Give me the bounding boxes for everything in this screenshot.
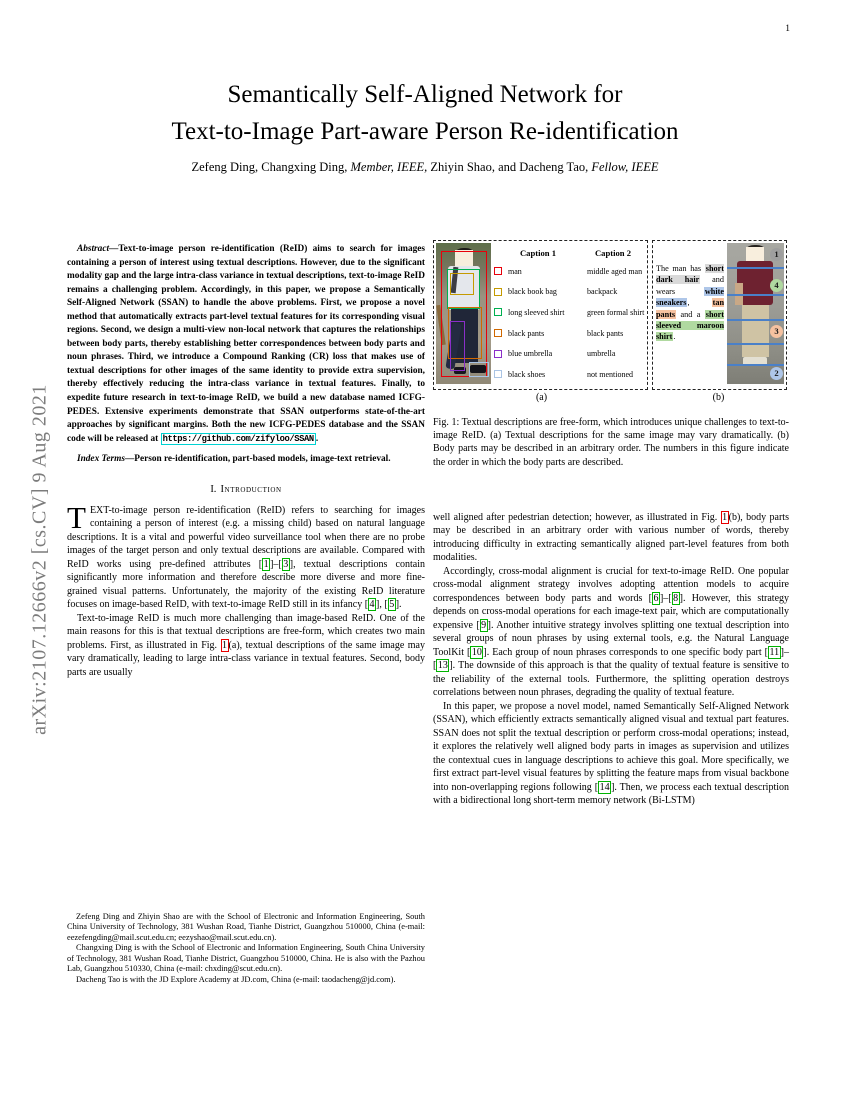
right-paragraph-1: well aligned after pedestrian detection; however, as illustrated in Fig. 1 (b), body parts may be described in an arbitrary order with various number of words, thereby introducing difficulty in extracting semantically aligned part-level features from both modalities. (433, 511, 789, 564)
citation-ref[interactable]: 4 (369, 599, 375, 611)
caption1-cell: blue umbrella (508, 349, 553, 359)
part-divider-line (727, 294, 784, 296)
citation-ref[interactable]: 13 (437, 660, 448, 672)
panel-a-label: (a) (535, 392, 548, 403)
index-terms: Index Terms—Person re-identification, part-based models, image-text retrieval. (77, 454, 391, 465)
citation-ref[interactable]: 5 (389, 599, 395, 611)
caption2-cell: backpack (587, 287, 618, 297)
page-number: 1 (785, 24, 790, 34)
panel-a-photo (436, 243, 491, 384)
part-divider-line (727, 343, 784, 345)
order-marker-4: 4 (770, 279, 783, 292)
right-paragraph-2: Accordingly, cross-modal alignment is crucial for text-to-image ReID. One popular cross-modal alignment strategy involves adopting attention models to acquire correspondences between body parts and words [ 6 ]–[ 8 ]. However, this strategy depends on cross-modal operations for each image-text pair, which are computationally expensive [ 9 ]. Another intuitive strategy involves splitting one textual description into several groups of noun phrases by using external tools, e.g. the Natural Language ToolKit [ 10 ]. Each group of noun phrases corresponds to one specific body part [ 11 ]–[ 13 ]. The downside of this approach is that the quality of textual feature is sensitive to the reliability of the external tools. Furthermore, the splitting operation destroys correlations between noun phrases, degrading the quality of textual feature. (433, 565, 790, 699)
caption-table-header (494, 244, 644, 261)
paper-title-line2: Text-to-Image Part-aware Person Re-identification (171, 118, 679, 145)
bbox-blue-umbrella (450, 321, 465, 371)
intro-paragraph-1 (67, 499, 425, 612)
caption1-header: Caption 1 (519, 247, 557, 258)
caption2-header: Caption 2 (594, 247, 632, 258)
caption1-cell: long sleeved shirt (508, 307, 565, 317)
dropcap: T (67, 499, 86, 535)
footnote-3: Dacheng Tao is with the JD Explore Academy at JD.com, China (e-mail: taodacheng@jd.com). (76, 974, 396, 984)
part-divider-line (727, 364, 784, 366)
citation-ref[interactable]: 9 (481, 619, 487, 631)
caption2-cell: middle aged man (587, 266, 643, 276)
bbox-black-book-bag (450, 273, 474, 295)
citation-ref[interactable]: 1 (263, 558, 269, 570)
bbox-black-shoes (469, 362, 489, 377)
part-divider-line (727, 267, 784, 269)
color-swatch (494, 288, 502, 296)
table-row (494, 343, 644, 364)
caption1-cell: black pants (508, 328, 545, 338)
caption1-cell: black book bag (508, 287, 557, 297)
caption2-cell: not mentioned (587, 369, 633, 379)
order-marker-1: 1 (770, 248, 783, 261)
section-title: Introduction (220, 483, 282, 495)
caption2-cell: umbrella (587, 349, 616, 359)
panel-b-photo (727, 243, 784, 384)
right-column (433, 240, 789, 808)
panel-b-label: (b) (712, 392, 725, 403)
citation-ref[interactable]: 6 (653, 592, 659, 604)
section-number: I. (210, 483, 217, 495)
color-swatch (494, 329, 502, 337)
left-column (67, 243, 425, 1083)
order-marker-3: 3 (770, 325, 783, 338)
intro-paragraph-1-text: EXT-to-image person re-identification (ReID) refers to searching for images containing a person of interest (e.g. a missing child) based on natural language descriptions. It is a vital and powerful video surveillance tool when there are no probe images of the target person and only textual descriptions are available. Compared with ReID works using pre-defined attributes [ 1 ]–[ 3 ], textual descriptions contain significantly more information and therefore describe more diverse and more fine-grained visual patterns. Unfortunately, the majority of the existing ReID literature focuses on image-based ReID, with text-to-image ReID still in its infancy [ 4 ], [ 5 ]. (67, 504, 425, 611)
paper-title-line1: Semantically Self-Aligned Network for (227, 81, 623, 108)
citation-ref[interactable]: 14 (599, 781, 610, 793)
caption-table (494, 244, 644, 387)
figure-1-caption: Fig. 1: Textual descriptions are free-form, which introduces unique challenges to text-to-image ReID. (a) Textual descriptions for the same image may vary dramatically. (b) Body parts may be described in an arbitrary order. The numbers in this figure indicate the order in which the body parts are described. (433, 417, 789, 468)
color-swatch (494, 267, 502, 275)
footnote-1: Zefeng Ding and Zhiyin Shao are with the School of Electronic and Information Engineering, South China University of Technology, 381 Wushan Road, Tianhe District, Guangzhou 510000, China (e-mail: eezefengding@mail.scut.edu.cn; eezyshao@mail.scut.edu.cn). (67, 912, 425, 942)
caption2-cell: black pants (587, 328, 624, 338)
abstract-paragraph: Abstract—Text-to-image person re-identification (ReID) aims to search for images containing a person of interest using textual descriptions. However, due to the significant modality gap and the large intra-class variance in textual descriptions, text-to-image ReID remains a challenging problem. Accordingly, in this paper, we propose a Semantically Self-Aligned Network (SSAN) to handle the above problems. First, we propose a novel method that automatically extracts part-level textual features for its corresponding visual regions. Second, we design a multi-view non-local network that captures the relationships between body parts, thereby establishing better correspondences between body parts and noun phrases. Third, we introduce a Compound Ranking (CR) loss that makes use of textual descriptions for other images of the same identity to provide extra supervision, thereby effectively reducing the intra-class variance in textual features. Finally, to expedite future research in text-to-image ReID, we build a new database named ICFG-PEDES. Extensive experiments demonstrate that SSAN outperforms state-of-the-art approaches by significant margins. Both the new ICFG-PEDES database and the SSAN code will be released at https://github.com/zifyloo/SSAN . (67, 244, 425, 444)
section-heading-introduction (67, 484, 425, 495)
citation-ref[interactable]: 11 (769, 646, 780, 658)
figure-1-panel-a (433, 240, 648, 390)
part-divider-line (727, 319, 784, 321)
citation-ref[interactable]: 3 (283, 558, 289, 570)
author-footnotes (67, 912, 425, 985)
caption1-cell: black shoes (508, 369, 546, 379)
github-link[interactable]: https://github.com/zifyloo/SSAN (162, 433, 314, 444)
footnote-2: Changxing Ding is with the School of Electronic and Information Engineering, South China University of Technology, 381 Wushan Road, Tianhe District, Guangzhou 510000, China. He is also with the Pazhou Lab, Guangzhou 510330, China (e-mail: chxding@scut.edu.cn). (67, 943, 425, 974)
table-row (494, 261, 644, 282)
arxiv-watermark: arXiv:2107.12666v2 [cs.CV] 9 Aug 2021 (28, 384, 51, 735)
color-swatch (494, 350, 502, 358)
face-mask-patch (746, 247, 764, 261)
figure-1-panel-labels (433, 392, 789, 403)
order-marker-2: 2 (770, 367, 783, 380)
table-row (494, 282, 644, 303)
table-row (494, 364, 644, 385)
citation-ref[interactable]: 10 (471, 646, 482, 658)
right-paragraph-3: In this paper, we propose a novel model, named Semantically Self-Aligned Network (SSAN), which efficiently extracts semantically aligned visual and textual part features. SSAN does not split the textual description or perform cross-modal operations; instead, it explores the relatively well aligned body parts in images as supervision and utilizes the contextual cues in language descriptions to achieve this goal. More specifically, we first extract part-level visual features by splitting the feature maps from visual backbone into non-overlapping regions following [ 14 ]. Then, we process each textual description with a bidirectional long short-term memory network (Bi-LSTM) (433, 700, 789, 807)
figure-1-panel-b (652, 240, 787, 390)
color-swatch (494, 370, 502, 378)
caption2-cell: green formal shirt (587, 307, 645, 317)
figure-ref[interactable]: 1 (222, 639, 228, 651)
figure-1 (433, 240, 789, 469)
tan-pants (742, 305, 769, 357)
figure-1-panels (433, 240, 789, 390)
figure-ref[interactable]: 1 (722, 511, 728, 523)
panel-b-description: The man has short dark hair and wears white sneakers, tan pants and a short sleeved maroon shirt. (656, 264, 724, 342)
caption1-cell: man (508, 266, 522, 276)
paper-title (0, 76, 850, 150)
intro-paragraph-2: Text-to-image ReID is much more challenging than image-based ReID. One of the main reasons for this is that textual descriptions are free-form, which creates two main problems. First, as illustrated in Fig. 1 (a), textual descriptions of the same image may vary dramatically, leading to large intra-class variance in textual features. Second, body parts are usually (67, 612, 425, 678)
table-row (494, 323, 644, 344)
color-swatch (494, 308, 502, 316)
citation-ref[interactable]: 8 (673, 592, 679, 604)
table-row (494, 302, 644, 323)
author-list: Zefeng Ding, Changxing Ding, Member, IEEE, Zhiyin Shao, and Dacheng Tao, Fellow, IEEE (191, 160, 659, 174)
